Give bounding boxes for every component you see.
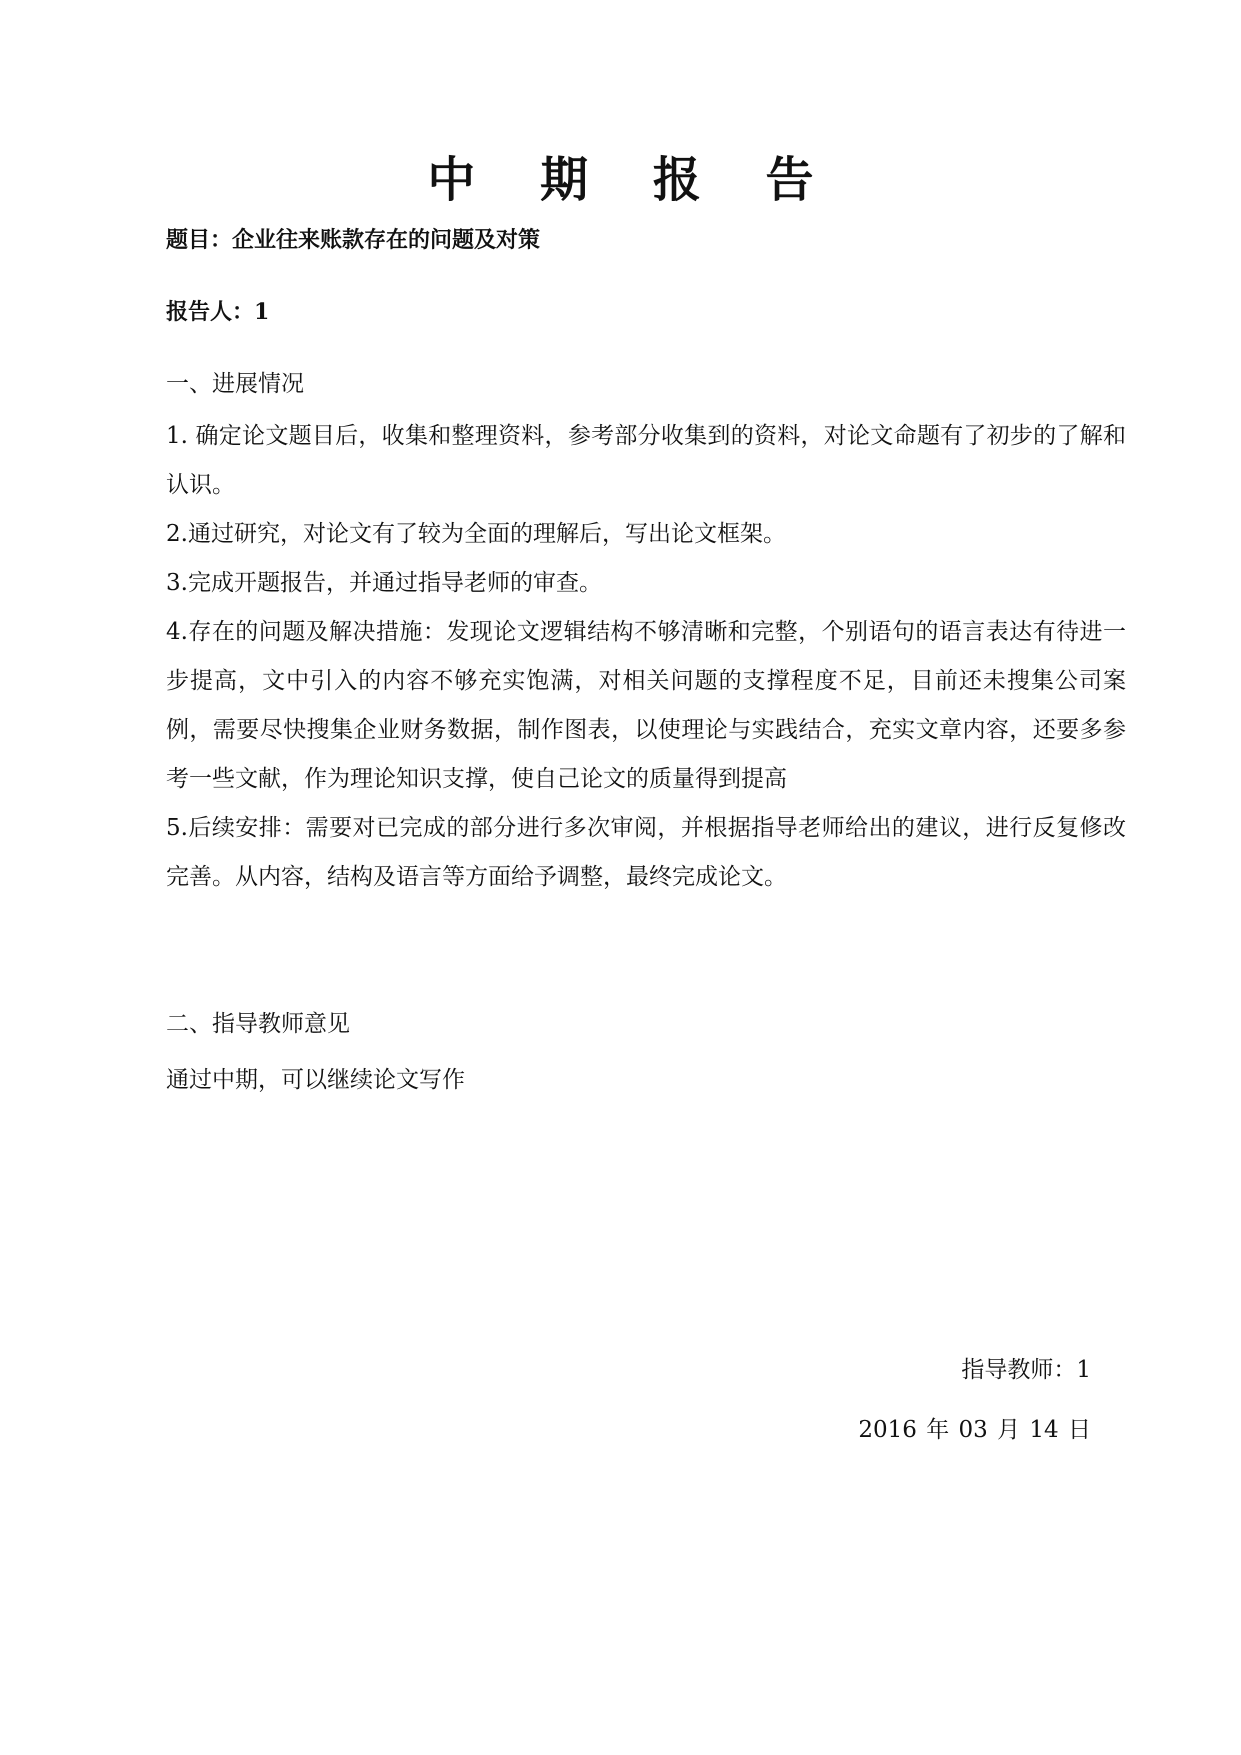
progress-list: [166, 412, 1126, 902]
page-title: 中 期 报 告: [427, 152, 838, 208]
progress-item-4: 4.存在的问题及解决措施：发现论文逻辑结构不够清晰和完整，个别语句的语言表达有待进一步提高，文中引入的内容不够充实饱满，对相关问题的支撑程度不足，目前还未搜集公司案例，需要尽快搜集企业财务数据，制作图表，以使理论与实践结合，充实文章内容，还要多参考一些文献，作为理论知识支撑，使自己论文的质量得到提高: [166, 619, 1126, 792]
progress-item-3: 3.完成开题报告，并通过指导老师的审查。: [166, 570, 602, 596]
progress-heading: 一、进展情况: [166, 371, 304, 397]
advisor-opinion: 通过中期，可以继续论文写作: [166, 1067, 465, 1093]
report-date: 2016 年 03 月 14 日: [858, 1417, 1091, 1443]
thesis-topic: 题目：企业往来账款存在的问题及对策: [166, 227, 541, 253]
progress-item-5: 5.后续安排：需要对已完成的部分进行多次审阅，并根据指导老师给出的建议，进行反复修改完善。从内容，结构及语言等方面给予调整，最终完成论文。: [166, 815, 1126, 890]
advisor-signature: 指导教师：1: [961, 1357, 1091, 1383]
advisor-heading: 二、指导教师意见: [166, 1011, 350, 1037]
reporter-line: 报告人：1: [166, 299, 270, 325]
progress-item-2: 2.通过研究，对论文有了较为全面的理解后，写出论文框架。: [166, 521, 786, 547]
progress-item-1: 1. 确定论文题目后，收集和整理资料，参考部分收集到的资料，对论文命题有了初步的了解和认识。: [166, 423, 1126, 498]
